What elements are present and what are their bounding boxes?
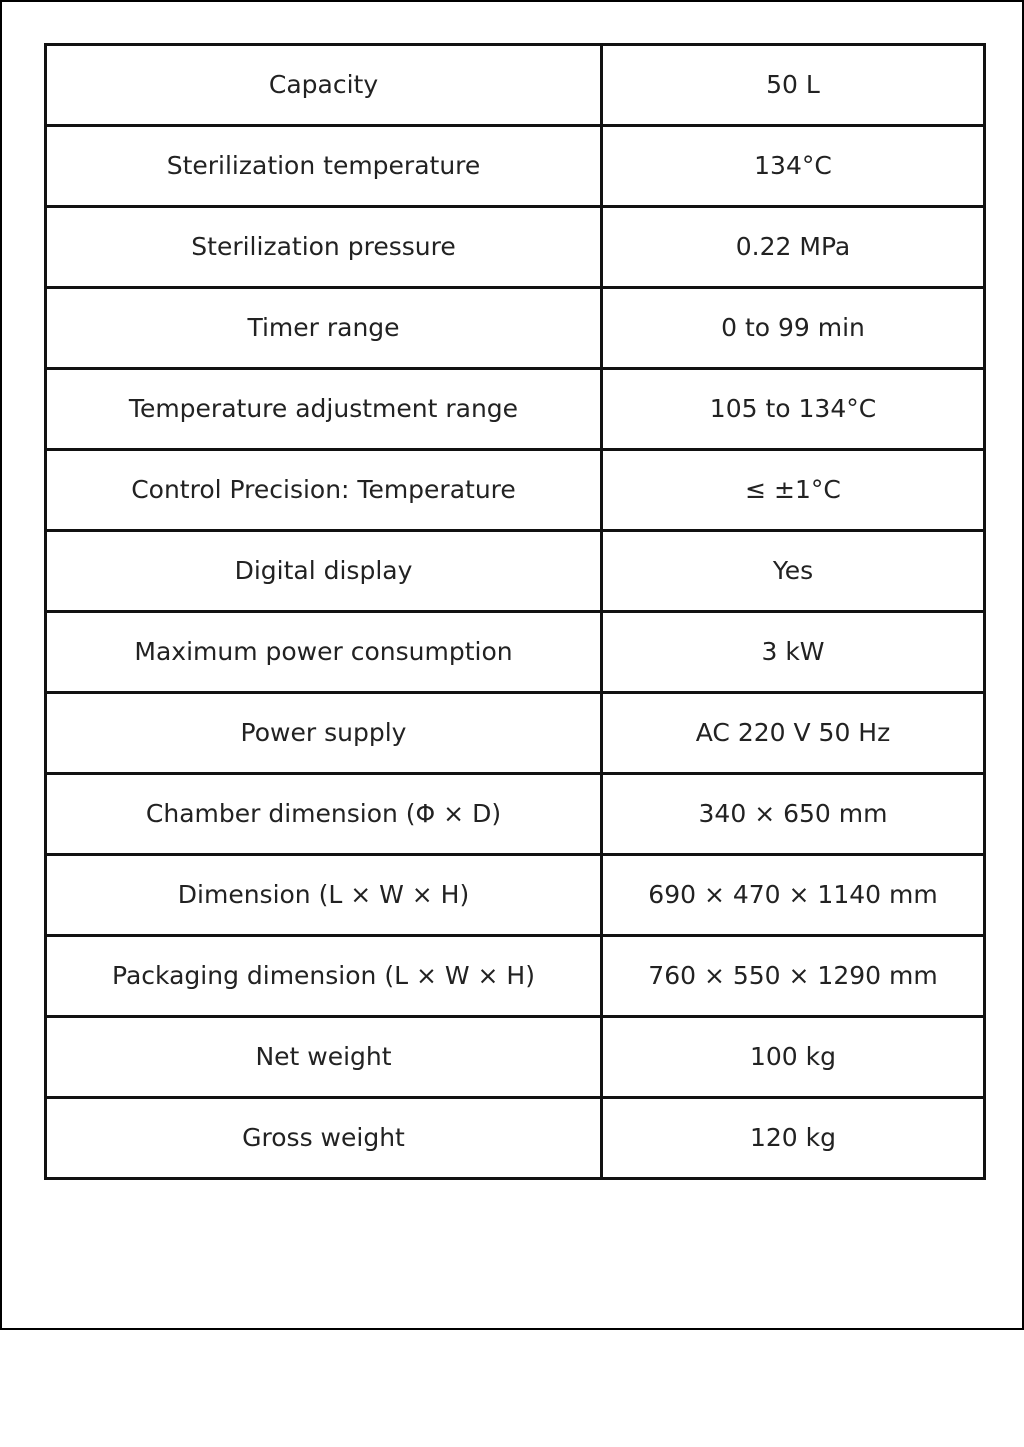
spec-label: Capacity — [46, 45, 602, 126]
spec-value: 50 L — [602, 45, 985, 126]
spec-label: Net weight — [46, 1017, 602, 1098]
spec-value: 340 × 650 mm — [602, 774, 985, 855]
spec-value: Yes — [602, 531, 985, 612]
table-row — [46, 207, 985, 288]
spec-label: Control Precision: Temperature — [46, 450, 602, 531]
spec-label: Maximum power consumption — [46, 612, 602, 693]
table-row — [46, 936, 985, 1017]
spec-value: 760 × 550 × 1290 mm — [602, 936, 985, 1017]
spec-value: ≤ ±1°C — [602, 450, 985, 531]
spec-label: Power supply — [46, 693, 602, 774]
table-row — [46, 450, 985, 531]
spec-value: 100 kg — [602, 1017, 985, 1098]
table-row — [46, 1017, 985, 1098]
spec-label: Sterilization temperature — [46, 126, 602, 207]
spec-value: 134°C — [602, 126, 985, 207]
table-row — [46, 693, 985, 774]
spec-label: Gross weight — [46, 1098, 602, 1179]
spec-label: Temperature adjustment range — [46, 369, 602, 450]
spec-label: Timer range — [46, 288, 602, 369]
spec-label: Sterilization pressure — [46, 207, 602, 288]
table-row — [46, 531, 985, 612]
spec-value: 0 to 99 min — [602, 288, 985, 369]
spec-label: Dimension (L × W × H) — [46, 855, 602, 936]
table-row — [46, 855, 985, 936]
table-row — [46, 612, 985, 693]
table-row — [46, 1098, 985, 1179]
spec-value: 3 kW — [602, 612, 985, 693]
table-row — [46, 369, 985, 450]
spec-value: AC 220 V 50 Hz — [602, 693, 985, 774]
table-row — [46, 45, 985, 126]
table-row — [46, 288, 985, 369]
spec-value: 0.22 MPa — [602, 207, 985, 288]
spec-value: 120 kg — [602, 1098, 985, 1179]
table-row — [46, 774, 985, 855]
table-row — [46, 126, 985, 207]
spec-label: Chamber dimension (Φ × D) — [46, 774, 602, 855]
spec-table — [44, 43, 986, 1180]
spec-label: Packaging dimension (L × W × H) — [46, 936, 602, 1017]
spec-value: 105 to 134°C — [602, 369, 985, 450]
spec-label: Digital display — [46, 531, 602, 612]
spec-value: 690 × 470 × 1140 mm — [602, 855, 985, 936]
